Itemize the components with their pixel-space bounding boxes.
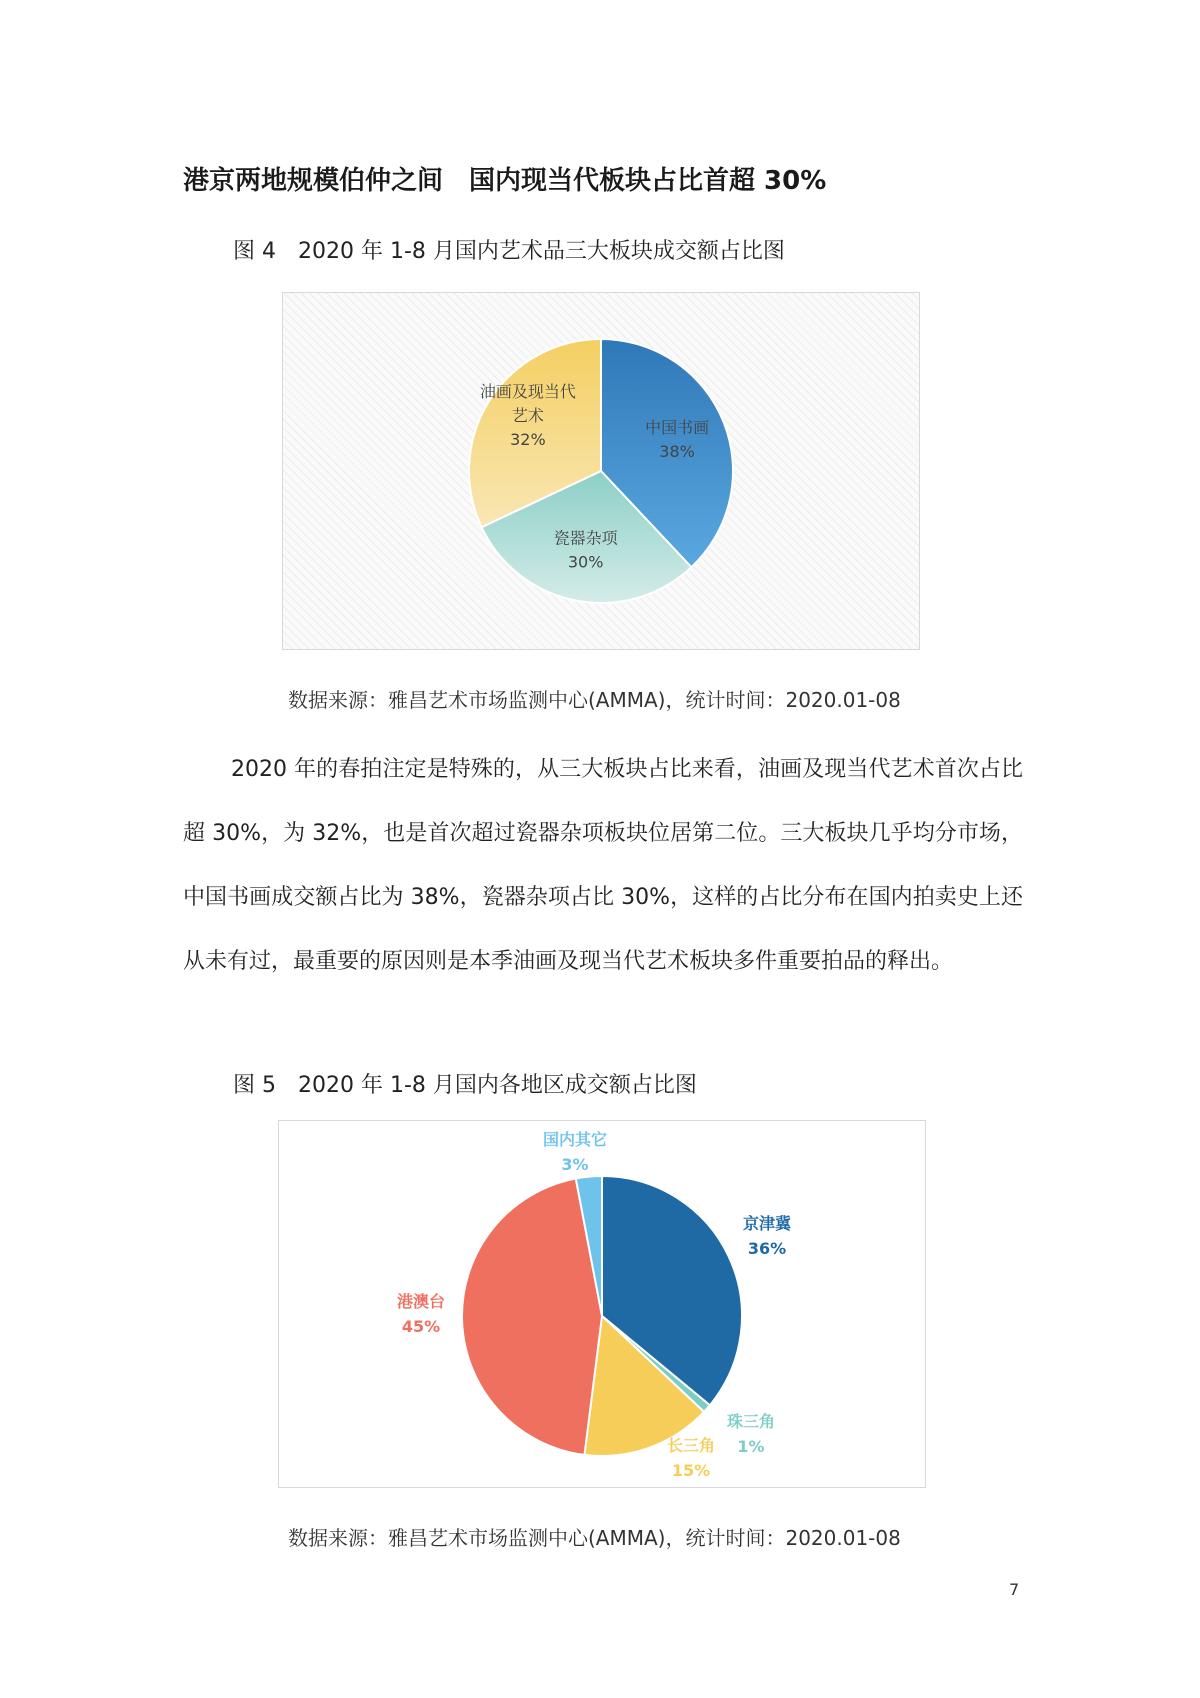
- pie1-label-0: 中国书画: [645, 417, 710, 437]
- pie1-label-1: 瓷器杂项: [553, 528, 618, 548]
- figure-4-caption: 图 4 2020 年 1-8 月国内艺术品三大板块成交额占比图: [233, 239, 785, 264]
- figure-4-source: 数据来源：雅昌艺术市场监测中心(AMMA)，统计时间：2020.01-08: [288, 688, 901, 712]
- pie2-slice-3: [462, 1178, 602, 1454]
- pie2-value-2: 15%: [671, 1461, 711, 1480]
- pie2-value-3: 45%: [401, 1317, 441, 1336]
- page-number: 7: [1009, 1580, 1020, 1599]
- pie1-label-2-line2: 艺术: [511, 406, 544, 426]
- pie2-label-1: 珠三角: [726, 1412, 776, 1431]
- pie-chart-sectors: [283, 293, 919, 649]
- pie1-value-0: 38%: [659, 441, 695, 461]
- section-title: 港京两地规模伯仲之间 国内现当代板块占比首超 30%: [183, 166, 827, 196]
- pie2-value-4: 3%: [561, 1155, 589, 1174]
- pie2-label-0: 京津冀: [742, 1214, 792, 1233]
- body-paragraph: [183, 738, 1023, 994]
- figure-5-caption: 图 5 2020 年 1-8 月国内各地区成交额占比图: [233, 1073, 697, 1098]
- pie1-value-2: 32%: [510, 430, 546, 450]
- pie1-value-1: 30%: [567, 552, 604, 572]
- pie2-value-0: 36%: [747, 1239, 787, 1258]
- figure-4-chart: [282, 292, 920, 650]
- pie2-value-1: 1%: [737, 1437, 765, 1456]
- figure-5-source: 数据来源：雅昌艺术市场监测中心(AMMA)，统计时间：2020.01-08: [288, 1526, 901, 1550]
- pie-chart-regions: [279, 1121, 925, 1487]
- pie2-label-2: 长三角: [666, 1436, 716, 1455]
- pie2-label-3: 港澳台: [396, 1292, 446, 1311]
- pie2-label-4: 国内其它: [542, 1130, 608, 1149]
- paragraph-text: 2020 年的春拍注定是特殊的，从三大板块占比来看，油画及现当代艺术首次占比超 30%，为 32%，也是首次超过瓷器杂项板块位居第二位。三大板块几乎均分市场，中国书画成交额占比为 38%，瓷器杂项占比 30%，这样的占比分布在国内拍卖史上还从未有过，最重要的原因则是本季油画及现当代艺术板块多件重要拍品的释出。: [183, 757, 1023, 974]
- figure-5-chart: [278, 1120, 926, 1488]
- pie1-label-2-line1: 油画及现当代: [479, 382, 576, 402]
